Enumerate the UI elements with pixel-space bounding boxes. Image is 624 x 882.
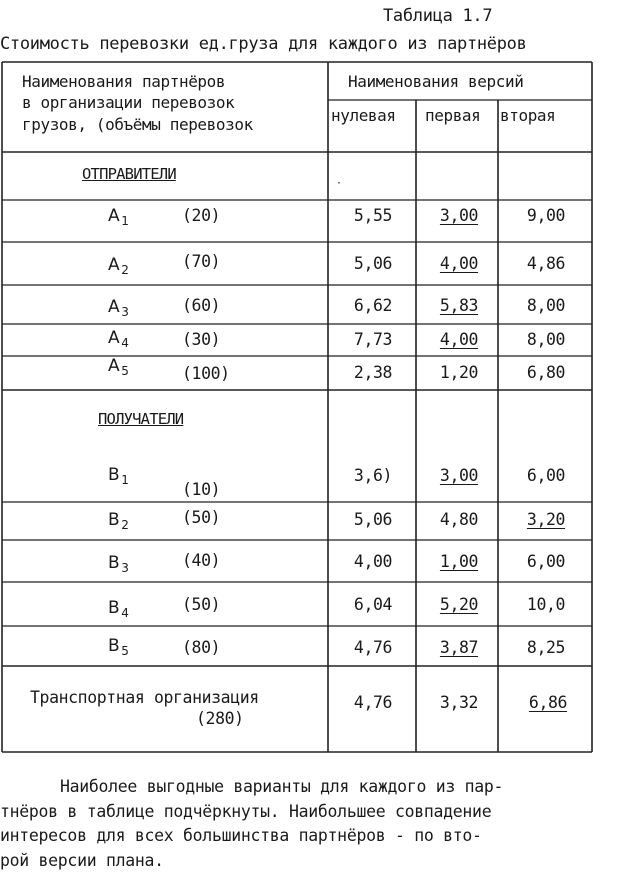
receiver-volume: (80) [182, 638, 221, 657]
receiver-value-v0: 5,06 [353, 510, 393, 529]
sender-value-v2: 4,86 [526, 254, 566, 273]
sender-value-v0: 5,55 [353, 206, 393, 225]
footnote-line: тнёров в таблице подчёркнуты. Наибольшее совпадение [0, 801, 492, 821]
transport-volume: (280) [196, 709, 244, 728]
sender-value-v2: 6,80 [526, 363, 566, 382]
receiver-value-v1: 4,80 [439, 510, 479, 529]
footnote-line: Наиболее выгодные варианты для каждого из пар- [60, 777, 504, 796]
sender-volume: (100) [182, 364, 230, 383]
sender-value-v2: 8,00 [526, 330, 566, 349]
sender-letter: A [108, 255, 120, 275]
sender-volume: (20) [182, 206, 221, 225]
receiver-volume: (10) [182, 480, 221, 499]
sender-letter: A [108, 328, 120, 348]
receiver-value-v2: 6,00 [526, 552, 566, 571]
footnote-line: интересов для всех большинства партнёров - по вто- [0, 826, 482, 845]
dot-mark: · [336, 178, 342, 189]
version-zero-header: нулевая [331, 106, 396, 125]
sender-name [108, 328, 128, 350]
receiver-index: 4 [121, 606, 129, 620]
transport-name: Транспортная организация [30, 688, 259, 707]
sender-index: 4 [121, 336, 129, 350]
receiver-letter: B [108, 510, 120, 530]
version-first-header: первая [425, 106, 481, 125]
sender-volume: (60) [182, 296, 221, 315]
sender-letter: A [108, 206, 120, 226]
sender-value-v0: 7,73 [353, 330, 393, 349]
receiver-letter: B [108, 553, 120, 573]
sender-value-v0: 2,38 [353, 363, 393, 382]
receiver-volume: (50) [182, 508, 221, 527]
sender-value-v2: 8,00 [526, 296, 566, 315]
receiver-letter: B [108, 465, 120, 485]
transport-value-v2: 6,86 [528, 693, 568, 712]
receiver-volume: (40) [182, 551, 221, 570]
table-number: Таблица 1.7 [383, 6, 493, 26]
receiver-name [108, 636, 129, 658]
partners-header-line: в организации перевозок [22, 93, 235, 112]
receiver-index: 5 [121, 644, 129, 658]
sender-volume: (70) [182, 252, 221, 271]
sender-value-v1: 3,00 [439, 206, 479, 225]
sender-value-v0: 5,06 [353, 254, 393, 273]
receiver-value-v2: 10,0 [526, 595, 566, 614]
receiver-value-v0: 3,6) [353, 466, 393, 485]
sender-name [108, 297, 128, 319]
receiver-value-v1: 1,00 [439, 552, 479, 571]
receiver-value-v2: 8,25 [526, 638, 566, 657]
transport-value-v1: 3,32 [439, 693, 479, 712]
receiver-name [108, 553, 129, 575]
receiver-name [108, 465, 129, 487]
receiver-name [108, 598, 129, 620]
table-title: Стоимость перевозки ед.груза для каждого из партнёров [0, 34, 527, 54]
receiver-value-v0: 4,00 [353, 552, 393, 571]
sender-index: 1 [121, 214, 129, 228]
receiver-letter: B [108, 636, 120, 656]
footnote-line: рой версии плана. [0, 850, 164, 870]
partners-header-line: грузов, (объёмы перевозок [22, 115, 253, 134]
receiver-index: 1 [121, 473, 129, 487]
sender-letter: A [108, 356, 120, 376]
receiver-volume: (50) [182, 595, 221, 614]
sender-value-v1: 5,83 [439, 296, 479, 315]
sender-value-v2: 9,00 [526, 206, 566, 225]
sender-name [108, 206, 128, 228]
receiver-letter: B [108, 598, 120, 618]
partners-header-line: Наименования партнёров [22, 72, 226, 91]
footnote [0, 775, 624, 873]
sender-value-v1: 1,20 [439, 363, 479, 382]
sender-index: 5 [121, 364, 129, 378]
receivers-title: ПОЛУЧАТЕЛИ [98, 410, 184, 428]
sender-volume: (30) [182, 330, 221, 349]
sender-name [108, 356, 128, 378]
receiver-value-v1: 5,20 [439, 595, 479, 614]
sender-value-v1: 4,00 [439, 330, 479, 349]
sender-index: 3 [121, 305, 129, 319]
receiver-value-v1: 3,87 [439, 638, 479, 657]
sender-value-v0: 6,62 [353, 296, 393, 315]
version-second-header: вторая [500, 106, 556, 125]
receiver-index: 3 [121, 561, 129, 575]
receiver-value-v2: 6,00 [526, 466, 566, 485]
versions-title: Наименования версий [348, 72, 524, 91]
receiver-value-v1: 3,00 [439, 466, 479, 485]
sender-value-v1: 4,00 [439, 254, 479, 273]
transport-value-v0: 4,76 [353, 693, 393, 712]
receiver-value-v2: 3,20 [526, 510, 566, 529]
sender-letter: A [108, 297, 120, 317]
receiver-index: 2 [121, 518, 129, 532]
receiver-name [108, 510, 129, 532]
receiver-value-v0: 4,76 [353, 638, 393, 657]
sender-name [108, 255, 128, 277]
senders-title: ОТПРАВИТЕЛИ [82, 165, 176, 183]
sender-index: 2 [121, 263, 129, 277]
receiver-value-v0: 6,04 [353, 595, 393, 614]
